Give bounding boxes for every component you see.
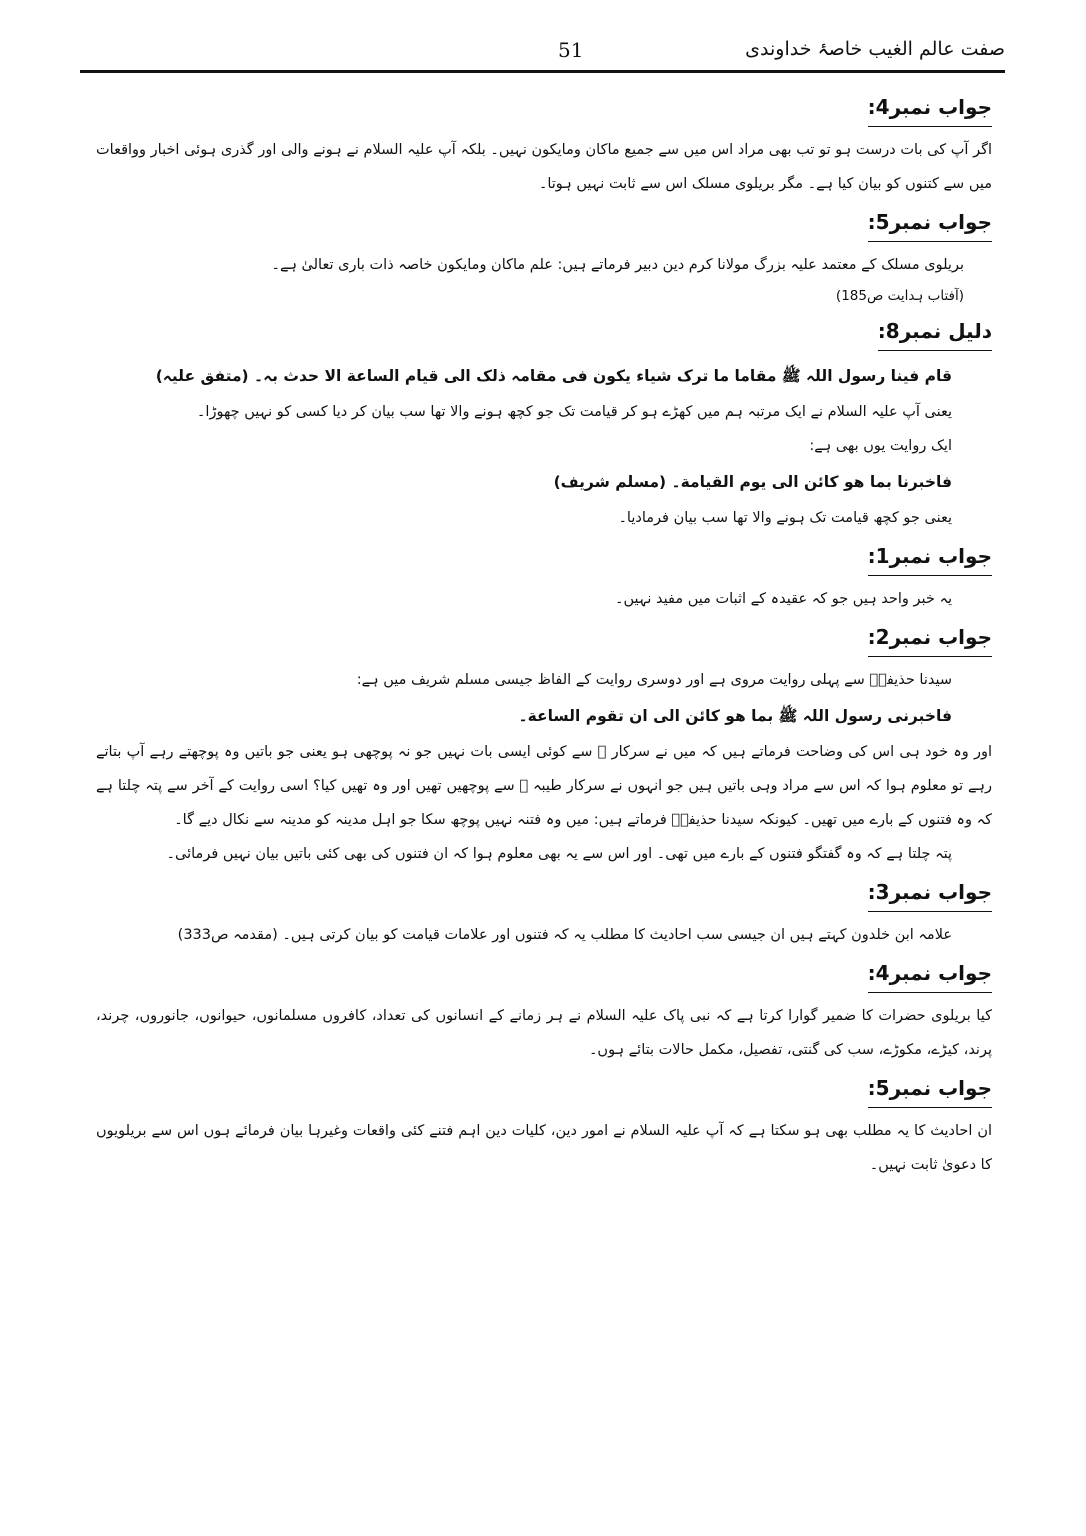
paragraph: ایک روایت یوں بھی ہے: xyxy=(809,438,952,454)
citation: (آفتاب ہدایت ص185) xyxy=(835,288,964,304)
section-heading: دلیل نمبر8: xyxy=(96,314,992,351)
paragraph: یعنی آپ علیہ السلام نے ایک مرتبہ ہم میں کھڑے ہو کر قیامت تک جو کچھ ہونے والا تھا سب بیان کر دیا کسی کو نہیں چھوڑا۔ xyxy=(196,404,952,420)
section-heading: جواب نمبر4: xyxy=(96,90,992,127)
paragraph: اگر آپ کی بات درست ہو تو تب بھی مراد اس میں سے جمیع ماکان ومایکون نہیں۔ بلکہ آپ علیہ السلام نے ہونے والی اور گذری ہوئی اخبار وواقعات میں سے کتنوں کو بیان کیا ہے۔ مگر بریلوی مسلک اس سے ثابت نہیں ہوتا۔ xyxy=(96,142,992,192)
paragraph: سیدنا حذیفہؓ سے پہلی روایت مروی ہے اور دوسری روایت کے الفاظ جیسی مسلم شریف میں ہے: xyxy=(356,672,952,688)
section-heading: جواب نمبر3: xyxy=(96,875,992,912)
page-content xyxy=(96,86,992,1182)
section-heading: جواب نمبر4: xyxy=(96,956,992,993)
page-header xyxy=(80,34,1005,70)
section-heading: جواب نمبر2: xyxy=(96,620,992,657)
section-heading: جواب نمبر5: xyxy=(96,205,992,242)
paragraph: اور وہ خود ہی اس کی وضاحت فرماتے ہیں کہ میں نے سرکار ﷺ سے کوئی ایسی بات نہیں جو نہ پوچھی ہو یعنی جو باتیں وہ پوچھتے رہے آپ بتاتے رہے تو معلوم ہوا کہ اس سے مراد وہی باتیں ہیں جو انہوں نے سرکار طیبہ ﷺ سے پوچھیں تھیں اور وہ تھیں کیا؟ اسی روایت کے آخر سے پتہ چلتا ہے کہ وہ فتنوں کے بارے میں تھیں۔ کیونکہ سیدنا حذیفہؓ فرماتے ہیں: میں وہ فتنہ نہیں پوچھ سکا جو اہل مدینہ کو مدینہ سے نکال دیے گا۔ xyxy=(96,744,992,828)
paragraph: ان احادیث کا یہ مطلب بھی ہو سکتا ہے کہ آپ علیہ السلام نے امور دین، کلیات دین اہم فتنے کئی واقعات وغیرہا بیان فرمائے ہوں اس سے بریلویوں کا دعویٰ ثابت نہیں۔ xyxy=(96,1123,992,1173)
paragraph: کیا بریلوی حضرات کا ضمیر گوارا کرتا ہے کہ نبی پاک علیہ السلام نے ہر زمانے کے انسانوں کی تعداد، کافروں مسلمانوں، حیوانوں، جانوروں، چرند، پرند، کیڑے، مکوڑے، سب کی گنتی، تفصیل، مکمل حالات بتائے ہوں۔ xyxy=(96,1008,992,1058)
running-title: صفت عالم الغیب خاصۂ خداوندی xyxy=(745,38,1005,60)
header-rule xyxy=(80,70,1005,73)
page-number: 51 xyxy=(558,38,584,62)
paragraph: بریلوی مسلک کے معتمد علیہ بزرگ مولانا کرم دین دبیر فرماتے ہیں: علم ماکان ومایکون خاصہ ذات باری تعالیٰ ہے۔ xyxy=(271,257,964,273)
section-heading: جواب نمبر5: xyxy=(96,1071,992,1108)
section-heading: جواب نمبر1: xyxy=(96,539,992,576)
arabic-hadith: فاخبرنی رسول اللہ ﷺ بما ھو کائن الی ان تقوم الساعة۔ xyxy=(518,707,952,725)
arabic-hadith: فاخبرنا بما ھو کائن الی یوم القیامة۔ (مسلم شریف) xyxy=(553,473,952,491)
paragraph: پتہ چلتا ہے کہ وہ گفتگو فتنوں کے بارے میں تھی۔ اور اس سے یہ بھی معلوم ہوا کہ ان فتنوں کی بھی کئی باتیں بیان نہیں فرمائی۔ xyxy=(166,846,952,862)
paragraph: یعنی جو کچھ قیامت تک ہونے والا تھا سب بیان فرمادیا۔ xyxy=(618,510,952,526)
paragraph: یہ خبر واحد ہیں جو کہ عقیدہ کے اثبات میں مفید نہیں۔ xyxy=(614,591,952,607)
arabic-hadith: قام فینا رسول اللہ ﷺ مقاما ما ترک شیاء یکون فی مقامہ ذلک الی قیام الساعة الا حدث بہ۔ (متفق علیہ) xyxy=(155,367,952,385)
paragraph: علامہ ابن خلدون کہتے ہیں ان جیسی سب احادیث کا مطلب یہ کہ فتنوں اور علامات قیامت کو بیان کرتی ہیں۔ (مقدمہ ص333) xyxy=(177,927,952,943)
